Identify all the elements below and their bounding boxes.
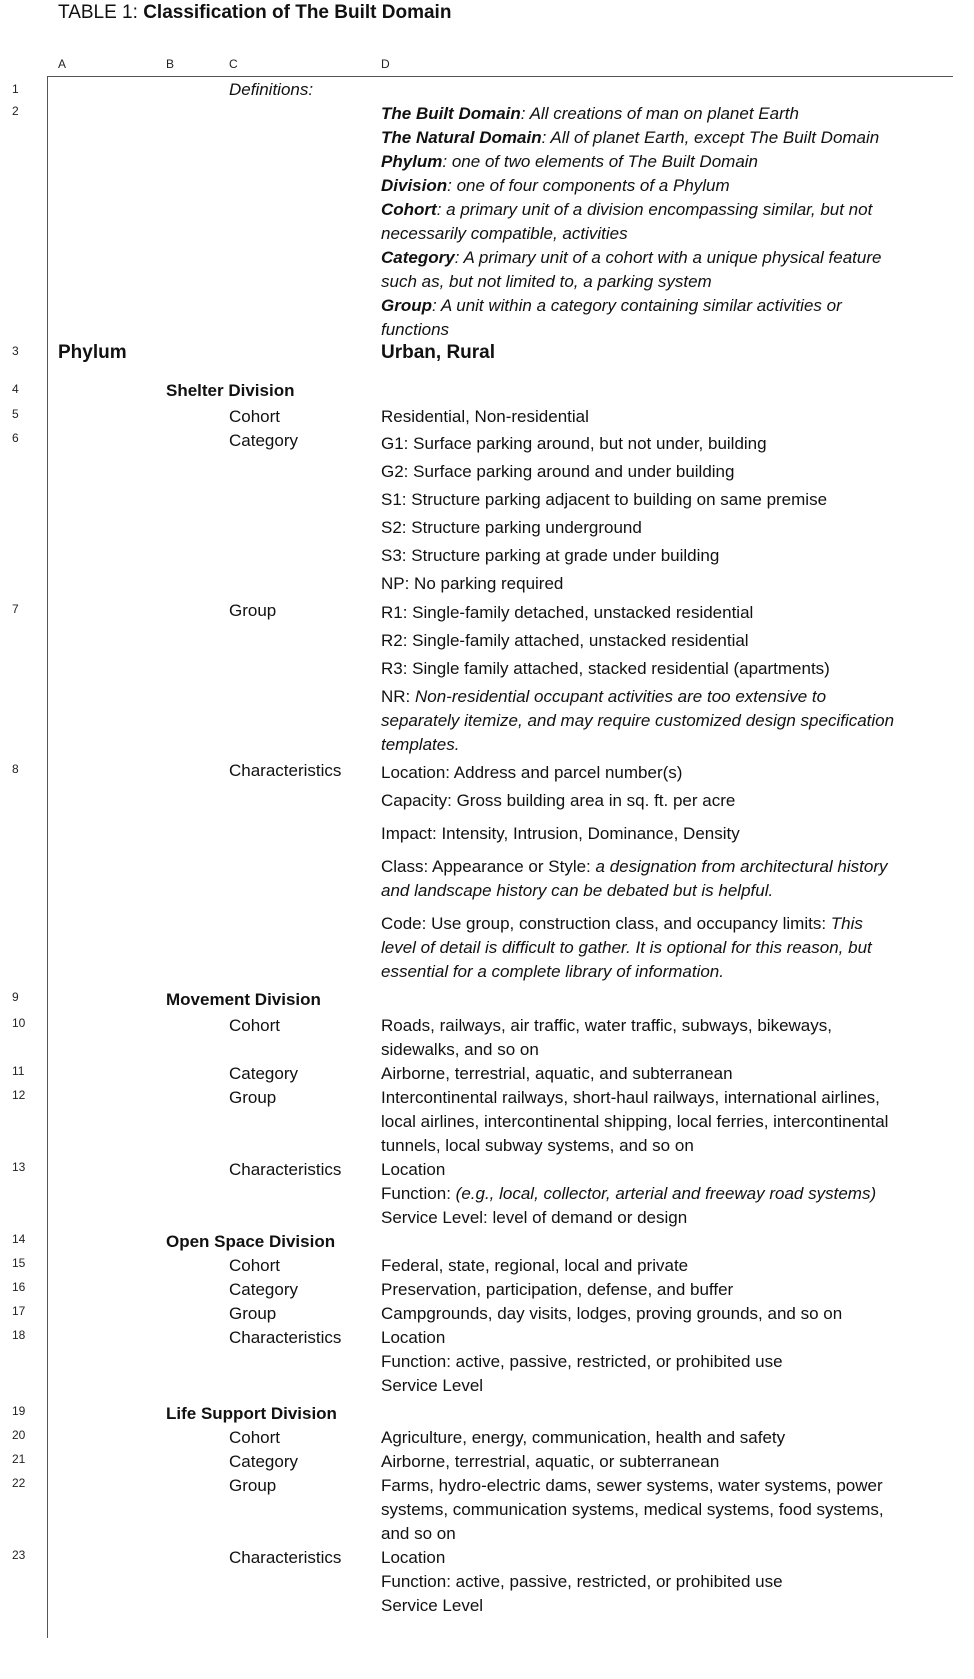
characteristic-code-cont: essential for a complete library of information. bbox=[381, 962, 724, 981]
characteristic-code-cont: level of detail is difficult to gather. It is optional for this reason, but bbox=[381, 938, 872, 957]
phylum-label: Phylum bbox=[58, 342, 127, 363]
characteristic-function: Function: active, passive, restricted, or prohibited use bbox=[381, 1352, 783, 1371]
row-number-divider bbox=[47, 76, 48, 1638]
table-title-main: Classification of The Built Domain bbox=[143, 2, 452, 23]
definition-cohort: Cohort: a primary unit of a division encompassing similar, but not bbox=[381, 200, 873, 219]
group-value-cont: tunnels, local subway systems, and so on bbox=[381, 1136, 694, 1155]
category-value: G1: Surface parking around, but not under, building bbox=[381, 434, 767, 453]
definitions-heading: Definitions: bbox=[229, 80, 314, 99]
row-number: 13 bbox=[12, 1160, 26, 1174]
characteristic-service-level: Service Level bbox=[381, 1376, 484, 1395]
row-number: 20 bbox=[12, 1428, 26, 1442]
group-value: Intercontinental railways, short-haul railways, international airlines, bbox=[381, 1088, 880, 1107]
category-value: S1: Structure parking adjacent to building on same premise bbox=[381, 490, 828, 509]
row-number: 3 bbox=[12, 344, 19, 358]
characteristic-location: Location bbox=[381, 1328, 446, 1347]
header-divider bbox=[47, 76, 953, 77]
definition-natural-domain: The Natural Domain: All of planet Earth, except The Built Domain bbox=[381, 128, 880, 147]
cohort-value: Agriculture, energy, communication, health and safety bbox=[381, 1428, 786, 1447]
row-number: 5 bbox=[12, 407, 19, 421]
category-value: G2: Surface parking around and under building bbox=[381, 462, 735, 481]
category-value: NP: No parking required bbox=[381, 574, 564, 593]
category-label: Category bbox=[229, 1452, 298, 1471]
division-heading: Open Space Division bbox=[166, 1232, 336, 1251]
category-label: Category bbox=[229, 1280, 298, 1299]
row-number: 21 bbox=[12, 1452, 26, 1466]
definition-group-cont: functions bbox=[381, 320, 450, 339]
category-value: S2: Structure parking underground bbox=[381, 518, 642, 537]
group-value: R1: Single-family detached, unstacked residential bbox=[381, 603, 754, 622]
definition-category: Category: A primary unit of a cohort with a unique physical feature bbox=[381, 248, 882, 267]
row-number: 18 bbox=[12, 1328, 26, 1342]
row-number: 22 bbox=[12, 1476, 26, 1490]
characteristics-label: Characteristics bbox=[229, 1548, 342, 1567]
definition-category-cont: such as, but not limited to, a parking system bbox=[381, 272, 712, 291]
definition-cohort-cont: necessarily compatible, activities bbox=[381, 224, 628, 243]
group-value-nr: NR: Non-residential occupant activities are too extensive to bbox=[381, 687, 827, 706]
cohort-label: Cohort bbox=[229, 1256, 281, 1275]
row-number: 19 bbox=[12, 1404, 26, 1418]
cohort-label: Cohort bbox=[229, 1016, 281, 1035]
group-value-nr-cont: templates. bbox=[381, 735, 460, 754]
division-heading: Shelter Division bbox=[166, 381, 295, 400]
characteristic-class-cont: and landscape history can be debated but is helpful. bbox=[381, 881, 774, 900]
characteristic-function: Function: active, passive, restricted, or prohibited use bbox=[381, 1572, 783, 1591]
characteristics-label: Characteristics bbox=[229, 1160, 342, 1179]
characteristic-class: Class: Appearance or Style: a designation from architectural history bbox=[381, 857, 888, 876]
definition-group: Group: A unit within a category containing similar activities or bbox=[381, 296, 842, 315]
row-number: 2 bbox=[12, 104, 19, 118]
row-number: 12 bbox=[12, 1088, 26, 1102]
definition-built-domain: The Built Domain: All creations of man on planet Earth bbox=[381, 104, 799, 123]
category-value: Preservation, participation, defense, and buffer bbox=[381, 1280, 734, 1299]
group-value: R3: Single family attached, stacked residential (apartments) bbox=[381, 659, 830, 678]
row-number: 11 bbox=[12, 1064, 25, 1078]
row-number: 8 bbox=[12, 762, 19, 776]
row-number: 10 bbox=[12, 1016, 26, 1030]
characteristic-function: Function: (e.g., local, collector, arterial and freeway road systems) bbox=[381, 1184, 877, 1203]
group-label: Group bbox=[229, 601, 277, 620]
row-number: 1 bbox=[12, 82, 19, 96]
category-value: Airborne, terrestrial, aquatic, or subterranean bbox=[381, 1452, 720, 1471]
category-label: Category bbox=[229, 431, 298, 450]
table-title bbox=[58, 2, 451, 24]
row-number: 14 bbox=[12, 1232, 26, 1246]
row-number: 9 bbox=[12, 990, 19, 1004]
row-number: 16 bbox=[12, 1280, 26, 1294]
characteristic-capacity: Capacity: Gross building area in sq. ft. per acre bbox=[381, 791, 736, 810]
cohort-value: Residential, Non-residential bbox=[381, 407, 589, 426]
characteristic-impact: Impact: Intensity, Intrusion, Dominance, Density bbox=[381, 824, 740, 843]
group-label: Group bbox=[229, 1476, 277, 1495]
table-title-prefix: TABLE 1: bbox=[58, 2, 144, 23]
division-heading: Movement Division bbox=[166, 990, 321, 1009]
row-number: 23 bbox=[12, 1548, 26, 1562]
cohort-value-cont: sidewalks, and so on bbox=[381, 1040, 539, 1059]
cohort-label: Cohort bbox=[229, 407, 281, 426]
definition-phylum: Phylum: one of two elements of The Built Domain bbox=[381, 152, 759, 171]
row-number: 15 bbox=[12, 1256, 26, 1270]
characteristics-label: Characteristics bbox=[229, 761, 342, 780]
group-label: Group bbox=[229, 1088, 277, 1107]
row-number: 17 bbox=[12, 1304, 26, 1318]
group-value: R2: Single-family attached, unstacked residential bbox=[381, 631, 749, 650]
characteristic-location: Location bbox=[381, 1160, 446, 1179]
group-value-cont: local airlines, intercontinental shipping, local ferries, intercontinental bbox=[381, 1112, 889, 1131]
phylum-value: Urban, Rural bbox=[381, 342, 496, 363]
category-value: Airborne, terrestrial, aquatic, and subterranean bbox=[381, 1064, 733, 1083]
column-header-b: B bbox=[166, 57, 175, 71]
group-value-cont: systems, communication systems, medical systems, food systems, bbox=[381, 1500, 884, 1519]
cohort-label: Cohort bbox=[229, 1428, 281, 1447]
characteristic-service-level: Service Level bbox=[381, 1596, 484, 1615]
category-value: S3: Structure parking at grade under building bbox=[381, 546, 720, 565]
characteristic-code: Code: Use group, construction class, and occupancy limits: This bbox=[381, 914, 863, 933]
column-header-d: D bbox=[381, 57, 390, 71]
column-header-a: A bbox=[58, 57, 67, 71]
characteristic-location: Location bbox=[381, 1548, 446, 1567]
cohort-value: Roads, railways, air traffic, water traffic, subways, bikeways, bbox=[381, 1016, 832, 1035]
definition-division: Division: one of four components of a Phylum bbox=[381, 176, 730, 195]
category-label: Category bbox=[229, 1064, 298, 1083]
group-value: Farms, hydro-electric dams, sewer systems, water systems, power bbox=[381, 1476, 883, 1495]
cohort-value: Federal, state, regional, local and private bbox=[381, 1256, 689, 1275]
group-value-cont: and so on bbox=[381, 1524, 456, 1543]
characteristics-label: Characteristics bbox=[229, 1328, 342, 1347]
group-value-nr-cont: separately itemize, and may require customized design specification bbox=[381, 711, 895, 730]
row-number: 4 bbox=[12, 382, 19, 396]
group-label: Group bbox=[229, 1304, 277, 1323]
group-value: Campgrounds, day visits, lodges, proving grounds, and so on bbox=[381, 1304, 843, 1323]
characteristic-location: Location: Address and parcel number(s) bbox=[381, 763, 683, 782]
division-heading: Life Support Division bbox=[166, 1404, 337, 1423]
row-number: 7 bbox=[12, 602, 19, 616]
column-header-c: C bbox=[229, 57, 238, 71]
characteristic-service-level: Service Level: level of demand or design bbox=[381, 1208, 688, 1227]
row-number: 6 bbox=[12, 431, 19, 445]
